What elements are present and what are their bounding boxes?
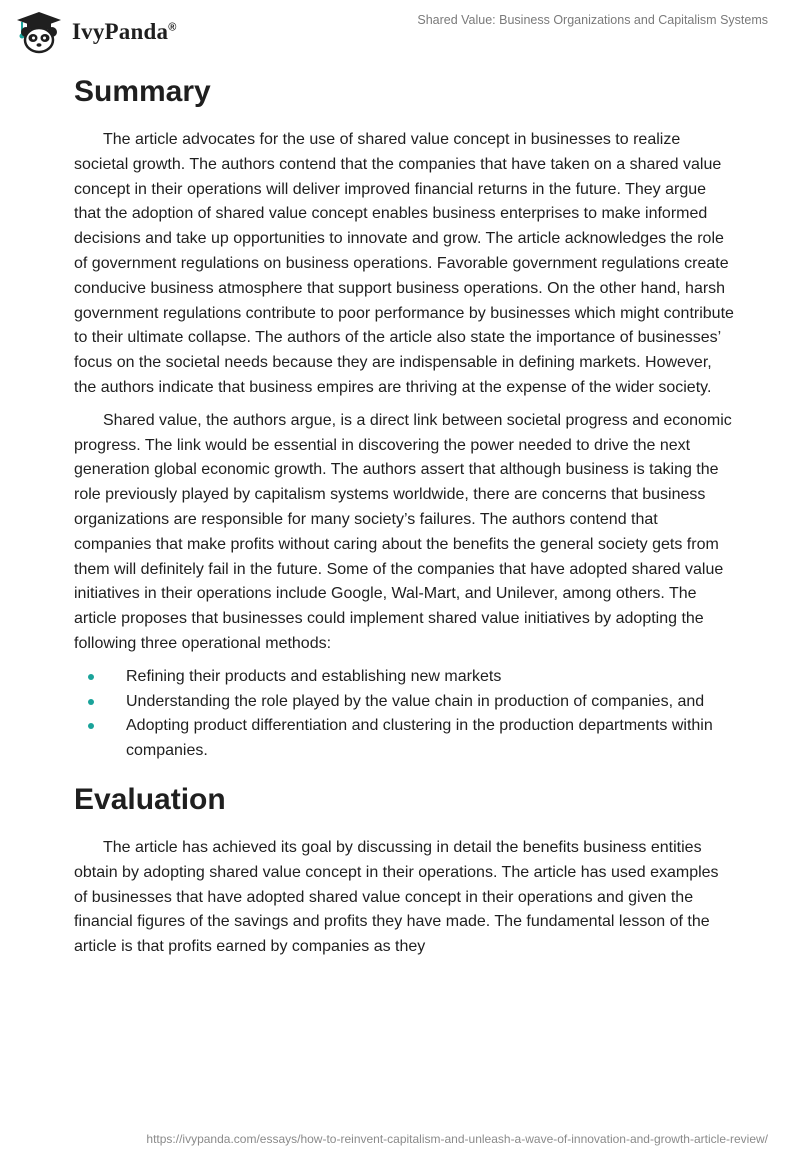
list-item <box>74 690 734 715</box>
evaluation-section <box>74 782 734 960</box>
section-heading: Summary <box>74 75 211 108</box>
paragraph: Shared value, the authors argue, is a direct link between societal progress and economic progress. The link would be essential in discovering the power needed to drive the next generation global economic growth. The authors assert that although business is taking the role previously played by capitalism systems worldwide, there are concerns that business organizations are responsible for many society’s failures. The authors contend that companies that make profits without caring about the benefits the general society gets from them will definitely fail in the future. Some of the companies that have adopted shared value initiatives in their operations include Google, Wal-Mart, and Unilever, among others. The article proposes that businesses could implement shared value initiatives by adopting the following three operational methods: <box>74 411 732 652</box>
bullet-icon <box>88 699 94 705</box>
paragraph: The article advocates for the use of shared value concept in businesses to realize societal growth. The authors contend that the companies that have taken on a shared value concept in their operations will deliver improved financial returns in the future. They argue that the adoption of shared value concept enables business enterprises to make informed decisions and take up opportunities to innovate and grow. The article acknowledges the role of government regulations on business operations. Favorable government regulations create conducive business atmosphere that support business operations. On the other hand, harsh government regulations contribute to poor performance by businesses which might contribute to their ultimate collapse. The authors of the article also state the importance of businesses’ focus on the societal needs because they are indispensable in defining markets. However, the authors indicate that business empires are thriving at the expense of the wider society. <box>74 131 734 396</box>
list-item-text: Understanding the role played by the value chain in production of companies, and <box>126 692 705 710</box>
paragraph: The article has achieved its goal by discussing in detail the benefits business entities obtain by adopting shared value concept in their operations. The article has used examples of businesses that have adopted shared value concept in their operations and given the financial figures of the savings and profits they have made. The fundamental lesson of the article is that profits earned by companies as they <box>74 838 719 956</box>
list-item-text: Refining their products and establishing new markets <box>126 667 502 685</box>
ivypanda-logo[interactable] <box>14 10 177 54</box>
list-item <box>74 714 734 764</box>
article-body <box>74 70 734 968</box>
bullet-icon <box>88 674 94 680</box>
bullet-icon <box>88 723 94 729</box>
page-header <box>0 0 800 60</box>
document-title: Shared Value: Business Organizations and Capitalism Systems <box>417 13 768 27</box>
logo-text: IvyPanda <box>72 19 169 44</box>
panda-graduate-icon <box>14 10 64 54</box>
summary-section <box>74 74 734 764</box>
section-heading: Evaluation <box>74 782 226 816</box>
logo-wordmark <box>72 19 177 45</box>
list-item <box>74 665 734 690</box>
source-url[interactable]: https://ivypanda.com/essays/how-to-reinvent-capitalism-and-unleash-a-wave-of-innovation-and-growth-article-review/ <box>146 1132 768 1146</box>
registered-mark: ® <box>168 21 177 34</box>
bullet-list <box>74 665 734 764</box>
list-item-text: Adopting product differentiation and clustering in the production departments within companies. <box>126 717 713 760</box>
